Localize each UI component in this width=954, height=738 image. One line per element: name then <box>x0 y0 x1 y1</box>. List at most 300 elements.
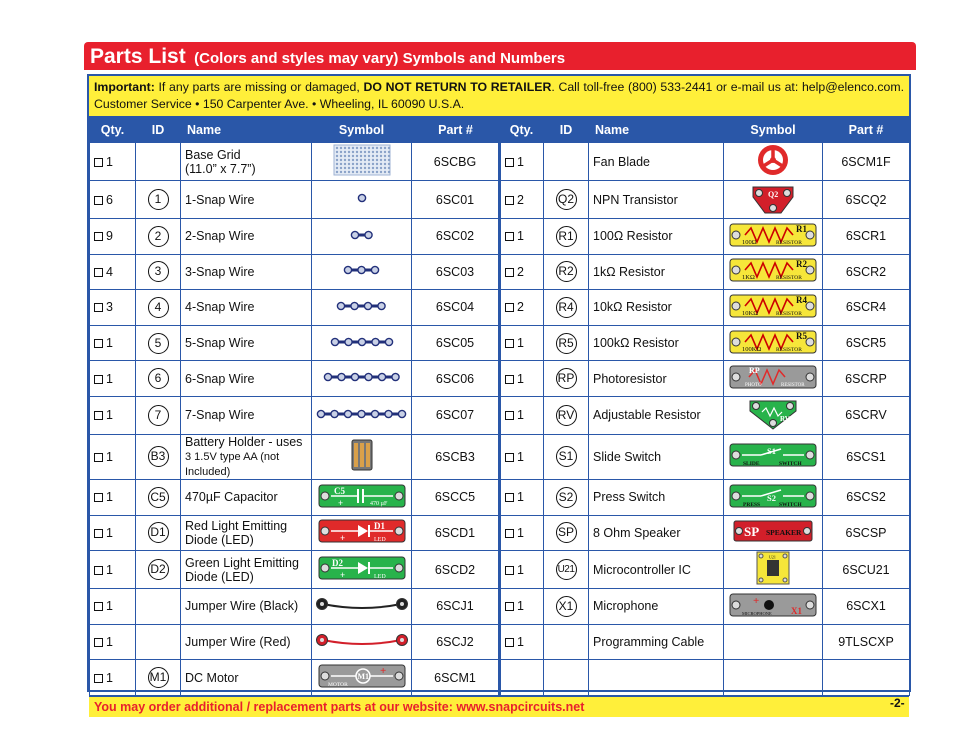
part-number-cell: 6SCR5 <box>823 325 910 361</box>
symbol-cell <box>724 361 823 397</box>
header-name: Name <box>589 117 724 143</box>
svg-text:RP: RP <box>749 366 760 376</box>
svg-text:S2: S2 <box>767 492 776 503</box>
checkbox-icon[interactable] <box>94 453 103 462</box>
base-grid-symbol <box>334 145 390 175</box>
qty-cell <box>500 479 544 515</box>
symbol-cell <box>312 624 412 660</box>
svg-text:SP: SP <box>744 524 760 540</box>
svg-text:RESISTOR: RESISTOR <box>781 383 805 389</box>
important-label: Important: <box>94 80 155 94</box>
part-number-cell: 6SC03 <box>412 254 500 290</box>
qty-cell <box>90 181 136 219</box>
part-number-cell: 6SCD1 <box>412 515 500 551</box>
part-id-badge: B3 <box>148 446 169 467</box>
part-number-cell: 6SCX1 <box>823 589 910 625</box>
part-name: 7-Snap Wire <box>185 408 255 423</box>
svg-text:D2: D2 <box>331 558 343 569</box>
id-cell <box>136 589 181 625</box>
part-id-badge: 1 <box>148 189 169 210</box>
part-number-cell: 6SC07 <box>412 396 500 434</box>
symbol-cell <box>724 254 823 290</box>
part-number-cell: 6SCR2 <box>823 254 910 290</box>
header-name: Name <box>181 117 312 143</box>
name-cell <box>181 660 312 696</box>
snap-wire-symbol <box>336 300 387 312</box>
svg-text:LED: LED <box>373 537 386 544</box>
checkbox-icon[interactable] <box>94 602 103 611</box>
qty-cell <box>90 219 136 255</box>
id-cell <box>544 434 589 479</box>
component-symbol <box>729 442 817 468</box>
qty-cell <box>90 589 136 625</box>
table-row <box>90 660 910 696</box>
qty-value: 1 <box>517 562 524 577</box>
name-cell <box>181 479 312 515</box>
id-cell <box>136 551 181 589</box>
name-cell <box>181 361 312 397</box>
svg-text:SPEAKER: SPEAKER <box>766 528 802 538</box>
table-row <box>90 143 910 181</box>
parts-table <box>89 116 910 696</box>
part-name: 100kΩ Resistor <box>593 336 679 351</box>
part-number-cell: 6SCB3 <box>412 434 500 479</box>
svg-text:C5: C5 <box>333 485 345 496</box>
checkbox-icon[interactable] <box>94 375 103 384</box>
svg-text:SWITCH: SWITCH <box>779 501 802 508</box>
svg-text:R2: R2 <box>796 259 807 270</box>
qty-value: 6 <box>106 192 113 207</box>
qty-value: 1 <box>106 336 113 351</box>
table-row <box>90 181 910 219</box>
checkbox-icon[interactable] <box>94 493 103 502</box>
name-cell <box>589 325 724 361</box>
qty-cell <box>90 660 136 696</box>
id-cell <box>544 290 589 326</box>
part-id-badge: R5 <box>556 333 577 354</box>
id-cell <box>136 396 181 434</box>
qty-cell <box>500 290 544 326</box>
symbol-cell <box>312 660 412 696</box>
table-row <box>90 325 910 361</box>
header-part: Part # <box>412 117 500 143</box>
svg-text:+: + <box>339 570 345 581</box>
part-id-badge: S2 <box>556 487 577 508</box>
symbol-cell <box>724 515 823 551</box>
qty-cell <box>90 290 136 326</box>
symbol-cell <box>312 396 412 434</box>
id-cell <box>544 143 589 181</box>
part-name: 470µF Capacitor <box>185 490 278 505</box>
component-symbol <box>318 663 406 689</box>
checkbox-icon[interactable] <box>94 196 103 205</box>
symbol-cell <box>312 181 412 219</box>
part-number-cell: 6SC05 <box>412 325 500 361</box>
notice-emphasis: DO NOT RETURN TO RETAILER <box>363 80 552 94</box>
svg-text:RESISTOR: RESISTOR <box>776 346 802 353</box>
svg-text:Q2: Q2 <box>768 190 779 199</box>
component-symbol <box>729 329 817 355</box>
checkbox-icon[interactable] <box>505 303 514 312</box>
checkbox-icon[interactable] <box>94 566 103 575</box>
svg-text:X1: X1 <box>791 605 802 616</box>
checkbox-icon[interactable] <box>505 196 514 205</box>
svg-text:RESISTOR: RESISTOR <box>776 310 802 317</box>
table-row <box>90 589 910 625</box>
component-symbol <box>729 222 817 248</box>
qty-cell <box>90 143 136 181</box>
checkbox-icon[interactable] <box>94 158 103 167</box>
id-cell <box>544 254 589 290</box>
name-cell <box>589 551 724 589</box>
symbol-cell <box>724 143 823 181</box>
name-cell <box>589 434 724 479</box>
symbol-cell <box>724 660 823 696</box>
microcontroller-symbol <box>756 551 790 585</box>
id-cell <box>136 361 181 397</box>
part-name: Slide Switch <box>593 449 662 464</box>
symbol-cell <box>312 290 412 326</box>
id-cell <box>136 624 181 660</box>
component-symbol <box>729 364 817 390</box>
id-cell <box>136 325 181 361</box>
part-id-badge: X1 <box>556 596 577 617</box>
part-number-cell: 6SCM1F <box>823 143 910 181</box>
name-cell <box>181 589 312 625</box>
id-cell <box>544 624 589 660</box>
id-cell <box>136 434 181 479</box>
name-cell <box>589 660 724 696</box>
part-id-badge: SP <box>556 522 577 543</box>
qty-cell <box>90 254 136 290</box>
checkbox-icon[interactable] <box>505 453 514 462</box>
reorder-footer: You may order additional / replacement parts at our website: www.snapcircuits.net <box>89 696 909 717</box>
part-name: Red Light Emitting <box>185 518 288 533</box>
name-cell <box>589 254 724 290</box>
checkbox-icon[interactable] <box>505 411 514 420</box>
id-cell <box>544 551 589 589</box>
part-name: DC Motor <box>185 670 239 685</box>
checkbox-icon[interactable] <box>505 339 514 348</box>
qty-cell <box>90 396 136 434</box>
checkbox-icon[interactable] <box>505 602 514 611</box>
symbol-cell <box>724 325 823 361</box>
qty-value: 3 <box>106 300 113 315</box>
name-cell <box>181 254 312 290</box>
svg-text:100Ω: 100Ω <box>742 238 757 246</box>
header-symbol: Symbol <box>312 117 412 143</box>
part-number-cell: 6SCJ2 <box>412 624 500 660</box>
checkbox-icon[interactable] <box>505 375 514 384</box>
part-name: NPN Transistor <box>593 192 678 207</box>
qty-cell <box>500 396 544 434</box>
battery-holder-symbol <box>351 439 373 471</box>
part-id-badge: R2 <box>556 261 577 282</box>
svg-text:RESISTOR: RESISTOR <box>776 275 802 282</box>
qty-value: 1 <box>106 599 113 614</box>
part-number-cell: 6SCM1 <box>412 660 500 696</box>
svg-text:SWITCH: SWITCH <box>779 461 802 468</box>
svg-text:S1: S1 <box>767 446 776 457</box>
qty-cell <box>500 254 544 290</box>
component-symbol <box>729 483 817 509</box>
name-cell <box>589 290 724 326</box>
snap-wire-symbol <box>316 408 407 420</box>
symbol-cell <box>312 434 412 479</box>
adjustable-resistor-symbol <box>748 397 798 431</box>
part-number-cell: 6SCC5 <box>412 479 500 515</box>
symbol-cell <box>312 254 412 290</box>
svg-text:+: + <box>379 665 386 678</box>
svg-text:100KΩ: 100KΩ <box>742 345 762 353</box>
svg-text:LED: LED <box>373 574 386 581</box>
part-name: 1-Snap Wire <box>185 192 255 207</box>
part-id-badge: 2 <box>148 226 169 247</box>
snap-wire-symbol <box>350 229 374 241</box>
qty-value: 1 <box>106 562 113 577</box>
part-id-badge: C5 <box>148 487 169 508</box>
part-id-badge: RP <box>556 368 577 389</box>
checkbox-icon[interactable] <box>94 339 103 348</box>
svg-text:MICROPHONE: MICROPHONE <box>742 610 772 616</box>
part-name: 8 Ohm Speaker <box>593 525 681 540</box>
qty-cell <box>500 660 544 696</box>
part-name: Battery Holder - uses <box>185 434 303 449</box>
part-id-badge: S1 <box>556 446 577 467</box>
part-name: Photoresistor <box>593 371 667 386</box>
table-row <box>90 515 910 551</box>
qty-value: 1 <box>106 635 113 650</box>
qty-value: 1 <box>517 635 524 650</box>
svg-text:PHOTO: PHOTO <box>745 383 762 389</box>
part-number-cell: 6SCRV <box>823 396 910 434</box>
symbol-cell <box>724 396 823 434</box>
id-cell <box>544 660 589 696</box>
part-name: Jumper Wire (Black) <box>185 599 299 614</box>
fan-blade-symbol <box>755 143 791 177</box>
header-id: ID <box>544 117 589 143</box>
qty-cell <box>90 551 136 589</box>
part-number-cell: 6SC04 <box>412 290 500 326</box>
part-number-cell: 6SC06 <box>412 361 500 397</box>
name-cell <box>181 551 312 589</box>
qty-cell <box>90 361 136 397</box>
qty-cell <box>90 515 136 551</box>
svg-text:SLIDE: SLIDE <box>743 461 760 468</box>
jumper-wire-symbol <box>315 632 409 650</box>
part-id-badge: R4 <box>556 297 577 318</box>
part-number-cell: 6SCRP <box>823 361 910 397</box>
name-cell <box>181 219 312 255</box>
table-row <box>90 396 910 434</box>
part-name: 2-Snap Wire <box>185 229 255 244</box>
page-subtitle: (Colors and styles may vary) Symbols and Numbers <box>194 50 566 67</box>
checkbox-icon[interactable] <box>505 566 514 575</box>
id-cell <box>544 181 589 219</box>
part-number-cell: 6SCD2 <box>412 551 500 589</box>
qty-cell <box>500 143 544 181</box>
name-cell <box>181 396 312 434</box>
qty-value: 1 <box>106 670 113 685</box>
parts-sheet <box>87 74 911 714</box>
symbol-cell <box>312 479 412 515</box>
checkbox-icon[interactable] <box>94 268 103 277</box>
id-cell <box>544 589 589 625</box>
id-cell <box>544 479 589 515</box>
qty-value: 4 <box>106 264 113 279</box>
table-header-row <box>90 117 910 143</box>
part-name: 10kΩ Resistor <box>593 300 672 315</box>
checkbox-icon[interactable] <box>505 638 514 647</box>
svg-text:MOTOR: MOTOR <box>327 682 348 689</box>
checkbox-icon[interactable] <box>505 232 514 241</box>
svg-text:1KΩ: 1KΩ <box>742 274 755 282</box>
part-id-badge: 4 <box>148 297 169 318</box>
qty-cell <box>90 325 136 361</box>
qty-cell <box>500 589 544 625</box>
part-name: Press Switch <box>593 490 666 505</box>
svg-text:R1: R1 <box>796 223 807 234</box>
part-number-cell: 6SCS1 <box>823 434 910 479</box>
component-symbol <box>729 592 817 618</box>
part-name: Microcontroller IC <box>593 562 691 577</box>
qty-value: 2 <box>517 192 524 207</box>
svg-text:R4: R4 <box>796 294 807 305</box>
name-cell <box>181 624 312 660</box>
snap-wire-symbol <box>357 192 367 204</box>
part-number-cell: 6SCR1 <box>823 219 910 255</box>
part-number-cell: 6SCJ1 <box>412 589 500 625</box>
component-symbol <box>318 518 406 544</box>
qty-cell <box>90 479 136 515</box>
name-cell <box>589 515 724 551</box>
part-number-cell: 6SCBG <box>412 143 500 181</box>
qty-cell <box>500 515 544 551</box>
symbol-cell <box>312 361 412 397</box>
table-row <box>90 624 910 660</box>
symbol-cell <box>312 143 412 181</box>
name-cell <box>181 515 312 551</box>
notice-text-2: . Call toll-free (800) 533-2441 or e-mail us at: help@elenco.com. Customer Service • 150 Carpenter Ave. • Wheeling, IL 60090 U.S.A. <box>94 80 904 111</box>
part-id-badge: 3 <box>148 261 169 282</box>
part-number-cell: 9TLSCXP <box>823 624 910 660</box>
checkbox-icon[interactable] <box>94 674 103 683</box>
symbol-cell <box>312 325 412 361</box>
id-cell <box>136 290 181 326</box>
svg-text:M1: M1 <box>357 672 369 682</box>
part-number-cell: 6SC01 <box>412 181 500 219</box>
part-number-cell <box>823 660 910 696</box>
checkbox-icon[interactable] <box>505 493 514 502</box>
checkbox-icon[interactable] <box>94 232 103 241</box>
name-cell <box>589 396 724 434</box>
part-id-badge: RV <box>556 405 577 426</box>
symbol-cell <box>724 290 823 326</box>
name-cell <box>589 361 724 397</box>
table-row <box>90 290 910 326</box>
id-cell <box>136 479 181 515</box>
checkbox-icon[interactable] <box>505 529 514 538</box>
symbol-cell <box>312 589 412 625</box>
id-cell <box>136 181 181 219</box>
qty-value: 1 <box>517 525 524 540</box>
header-id: ID <box>136 117 181 143</box>
part-name: 4-Snap Wire <box>185 300 255 315</box>
qty-value: 2 <box>517 300 524 315</box>
important-notice <box>89 76 909 116</box>
part-id-badge: R1 <box>556 226 577 247</box>
qty-value: 1 <box>106 154 113 169</box>
table-row <box>90 254 910 290</box>
checkbox-icon[interactable] <box>94 303 103 312</box>
part-number-cell: 6SCR4 <box>823 290 910 326</box>
part-name-line-2: Diode (LED) <box>185 532 254 547</box>
qty-cell <box>500 325 544 361</box>
speaker-symbol <box>733 518 813 544</box>
part-name: Jumper Wire (Red) <box>185 635 291 650</box>
symbol-cell <box>724 434 823 479</box>
qty-value: 9 <box>106 229 113 244</box>
notice-text-1: If any parts are missing or damaged, <box>158 80 360 94</box>
component-symbol <box>729 293 817 319</box>
part-id-badge: Q2 <box>556 189 577 210</box>
name-cell <box>589 181 724 219</box>
part-id-badge: D2 <box>148 559 169 580</box>
part-name: Green Light Emitting <box>185 555 299 570</box>
table-row <box>90 219 910 255</box>
part-id-badge: 7 <box>148 405 169 426</box>
checkbox-icon[interactable] <box>94 529 103 538</box>
svg-text:R5: R5 <box>796 330 807 341</box>
id-cell <box>136 515 181 551</box>
qty-value: 1 <box>106 408 113 423</box>
table-row <box>90 434 910 479</box>
header-qty: Qty. <box>500 117 544 143</box>
qty-cell <box>500 551 544 589</box>
checkbox-icon[interactable] <box>94 411 103 420</box>
name-cell <box>589 624 724 660</box>
component-symbol <box>318 483 406 509</box>
svg-text:U21: U21 <box>769 554 776 560</box>
id-cell <box>544 396 589 434</box>
qty-cell <box>500 434 544 479</box>
qty-value: 1 <box>517 229 524 244</box>
header-symbol: Symbol <box>724 117 823 143</box>
part-id-badge: M1 <box>148 667 169 688</box>
qty-cell <box>500 624 544 660</box>
part-id-badge: 5 <box>148 333 169 354</box>
table-row <box>90 479 910 515</box>
part-number-cell: 6SCQ2 <box>823 181 910 219</box>
qty-cell <box>500 219 544 255</box>
part-name: Adjustable Resistor <box>593 408 701 423</box>
id-cell <box>544 361 589 397</box>
name-cell <box>181 290 312 326</box>
part-number-cell: 6SCU21 <box>823 551 910 589</box>
name-cell <box>181 181 312 219</box>
checkbox-icon[interactable] <box>505 158 514 167</box>
checkbox-icon[interactable] <box>505 268 514 277</box>
name-cell <box>589 143 724 181</box>
part-name: 100Ω Resistor <box>593 229 673 244</box>
name-cell <box>589 479 724 515</box>
qty-value: 2 <box>517 264 524 279</box>
qty-cell <box>500 361 544 397</box>
page-number: -2- <box>890 696 905 710</box>
name-cell <box>181 143 312 181</box>
component-symbol <box>318 555 406 581</box>
checkbox-icon[interactable] <box>94 638 103 647</box>
